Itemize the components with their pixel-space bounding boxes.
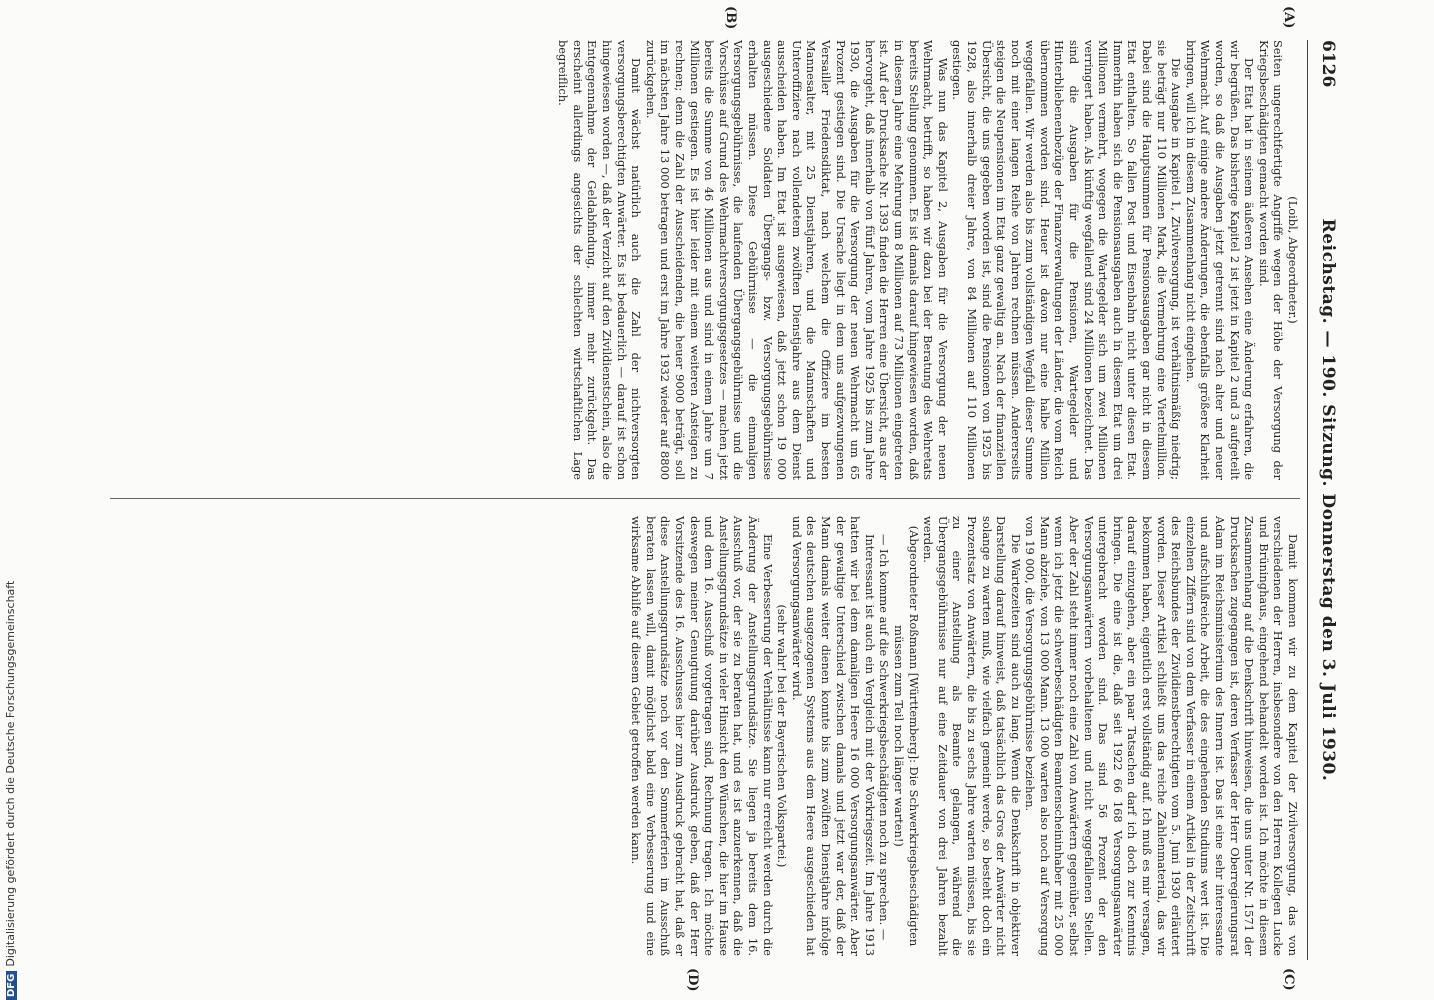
margin-mark-a: (A) — [1281, 6, 1296, 29]
paragraph: — Ich komme auf die Schwerkriegsbeschädigten noch zu sprechen. — — [877, 534, 892, 941]
document-page — [95, 6, 1340, 992]
paragraph: Was nun das Kapitel 2, Ausgaben für die Versorgung der neuen Wehrmacht, betrifft, so haben wir dazu bei der Beratung des Wehretats bereits Stellung genommen. Es ist damals darauf hingewiesen worden, daß in diesem Jahre eine Mehrung um 8 Millionen auf 73 Millionen eingetreten ist. Auf der Drucksache Nr. 1393 finden die Herren eine Übersicht, aus der hervorgeht, daß innerhalb von fünf Jahren, vom Jahre 1925 bis zum Jahre 1930, die Ausgaben für die Versorgung der neuen Wehrmacht um 65 Prozent gestiegen sind. Die Ursache liegt in dem uns aufgezwungenen Versailler Friedensdiktat, nach welchem die Offiziere im besten Mannesalter, mit 25 Dienstjahren, und die Mannschaften und Unteroffiziere nach vollendetem zwölften Dienstjahre aus dem Dienst ausscheiden haben. Im Etat ist ausgewiesen, daß jetzt schon 19 000 ausgeschiedene Soldaten Übergangs- bzw. Versorgungsgebührnisse erhalten müssen. Diese Gebührnisse — die einmaligen Versorgungsgebührnisse, die laufenden Übergangsgebührnisse und die Vorschüsse auf Grund des Wehrmachtversorgungsgesetzes — machen jetzt bereits die Summe von 46 Millionen aus und sind in einem Jahre um 7 Millionen gestiegen. Es ist hier leider mit einem weiteren Ansteigen zu rechnen; denn die Zahl der Ausscheidenden, die heuer 9000 beträgt, soll im nächsten Jahre 13 000 betragen und erst im Jahre 1932 wieder auf 8800 zurückgehen. — [643, 40, 950, 480]
speaker-label: (Loibl, Abgeordneter.) — [1286, 196, 1300, 324]
paragraph: Eine Verbesserung der Verhältnisse kann nur erreicht werden durch die Änderung der Anstellungsgrundsätze. Sie liegen ja bereits dem 16. Ausschuß vor, der sie zu beraten hat, und es ist anzuerkennen, daß die Anstellungsgrundsätze in vieler Hinsicht den Wünschen, die hier im Hause und dem 16. Ausschuß vorgetragen sind, Rechnung tragen. Ich möchte deswegen meiner Genugtuung darüber Ausdruck geben, daß der Herr Vorsitzende des 16. Ausschusses hier zum Ausdruck gebracht hat, daß er diese Anstellungsgrundsätze noch vor den Sommerferien im Ausschuß beraten lassen will, damit möglichst bald eine Verbesserung und eine wirksame Abhilfe auf diesem Gebiet getroffen werden kann. — [629, 516, 775, 956]
header-rule — [1307, 40, 1308, 960]
paragraph: Interessant ist auch ein Vergleich mit der Vorkriegszeit. Im Jahre 1913 hatten wir bei dem damaligen Heere 16 000 Versorgungsanwärter. Aber der gewaltige Unterschied zwischen damals und jetzt war der, daß der Mann damals weiter dienen konnte bis zum zwölften Dienstjahre infolge des deutschen ausgezogenen Systems aus dem Heere ausgeschieden hat und Versorgungsanwärter wird. — [789, 516, 877, 956]
page-number: 6126 — [1318, 40, 1338, 88]
credit-text: Digitalisierung gefördert durch die Deutsche Forschungsgemeinschaft — [4, 580, 17, 967]
paragraph: Damit kommen wir zu dem Kapitel der Zivilversorgung, das von verschiedenen der Herren, insbesondere von den Herren Kollegen Lucke und Brüninghaus, eingehend behandelt worden ist. Ich möchte in diesem Zusammenhang auf die Denkschrift hinweisen, die uns unter Nr. 1571 der Drucksachen zugegangen ist, deren Verfasser der Herr Oberregierungsrat Adam im Reichsministerium des Innern ist. Das ist eine sehr interessante und aufschlußreiche Arbeit, die des eingehenden Studiums wert ist. Die einzelnen Ziffern sind von dem Verfasser in einem Artikel in der Zeitschrift des Reichsbundes der Zivildienstberechtigten vom 5. Juni 1930 erläutert worden. Dieser Artikel schließt uns das reiche Zahlenmaterial, das wir bekommen haben, eigentlich erst vollständig auf. Ich muß es mir versagen, darauf einzugehen, aber ein paar Tatsachen darf ich doch zur Kenntnis bringen. Die eine ist die, daß seit 1922 66 168 Versorgungsanwärter untergebracht worden sind. Das sind 56 Prozent der den Versorgungsanwärtern vorbehaltenen und nicht weggefallenen Stellen. Aber der Zahl steht immer noch eine Zahl von Anwärtern gegenüber, selbst wenn ich jetzt die schwerbeschädigten Beamtenscheininhaber mit 25 000 Mann abziehe, von 13 000 Mann. 13 000 warten also noch auf Versorgung von 19 000, die Versorgungsgebührnisse beziehen. — [1023, 516, 1300, 956]
dfg-logo-icon: DFG — [6, 971, 17, 1000]
interjection: (sehr wahr! bei der Bayerischen Volkspartei.) — [775, 604, 790, 868]
column-separator — [110, 498, 1300, 499]
margin-mark-d: (D) — [685, 968, 700, 992]
left-column — [556, 40, 1300, 480]
paragraph: Die Wartezeiten sind auch zu lang. Wenn die Denkschrift in objektiver Darstellung darauf hinweist, daß tatsächlich das Gros der Anwärter nicht solange zu warten muß, wie vielfach gemeint werde, so besteht doch ein Prozentsatz von Anwärtern, die bis zu sechs Jahre warten müssen, bis sie zu einer Anstellung als Beamte gelangen, während die Übergangsgebührnisse nur auf eine Zeitdauer von drei Jahren bezahlt werden. — [921, 516, 1023, 956]
interjection: (Abgeordneter Roßmann [Württemberg]: Die Schwerkriegsbeschädigten müssen zum Teil noch länger warten!) — [891, 525, 921, 947]
paragraph: Seiten ungerechtfertigte Angriffe wegen der Höhe der Versorgung der Kriegsbeschädigten gemacht worden sind. — [1256, 40, 1286, 480]
margin-mark-c: (C) — [1281, 968, 1296, 991]
paragraph: Die Ausgabe in Kapitel 1, Zivilversorgung, ist verhältnismäßig niedrig; sie beträgt nur 110 Millionen Mark, die Vermehrung eine Viertelmillion. Dabei sind die Hauptsummen für Pensionsausgaben gar nicht in diesem Etat enthalten. So fallen Post und Eisenbahn nicht unter diesen Etat. Immerhin haben sich die Pensionsausgaben auch in diesem Etat um drei Millionen vermehrt, wogegen die Wartegelder sich um zwei Millionen verringert haben. Als künftig wegfallend sind 24 Millionen bezeichnet. Das sind die Ausgaben für die Pensionen, Wartegelder und Hinterbliebenenbezüge der Finanzverwaltungen der Länder, die vom Reich übernommen worden sind. Heuer ist davon nur eine halbe Million weggefallen. Wir werden also bis zum vollständigen Wegfall dieser Summe noch mit einer langen Reihe von Jahren rechnen müssen. Andererseits steigen die Neupensionen im Etat ganz gewaltig an. Nach der finanziellen Übersicht, die uns gegeben worden ist, sind die Pensionen von 1925 bis 1928, also innerhalb dreier Jahre, von 84 Millionen auf 110 Millionen gestiegen. — [950, 40, 1184, 480]
margin-mark-b: (B) — [723, 6, 738, 30]
digitization-credit — [4, 581, 17, 1000]
paragraph: Damit wächst natürlich auch die Zahl der nichtversorgten versorgungsberechtigten Anwärter. Es ist bedauerlich — darauf ist schon hingewiesen worden —, daß der Verzicht auf den Zivildienstschein, also die Entgegennahme der Geldabfindung, immer mehr zurückgeht. Das erscheint allerdings angesichts der schlechten wirtschaftlichen Lage begreiflich. — [556, 40, 644, 480]
right-column — [629, 516, 1300, 956]
page-header — [1310, 40, 1340, 960]
page-title: Reichstag. — 190. Sitzung. Donnerstag den 3. Juli 1930. — [1318, 218, 1338, 782]
paragraph: Der Etat hat in seinem äußeren Ansehen eine Änderung erfahren, die wir begrüßen. Das bisherige Kapitel 2 ist jetzt in Kapitel 2 und 3 aufgeteilt worden, so daß die Ausgaben jetzt getrennt sind nach alter und neuer Wehrmacht. Auf einige andere Änderungen, die ebenfalls größere Klarheit bringen, will ich in diesem Zusammenhang nicht eingehen. — [1183, 40, 1257, 480]
